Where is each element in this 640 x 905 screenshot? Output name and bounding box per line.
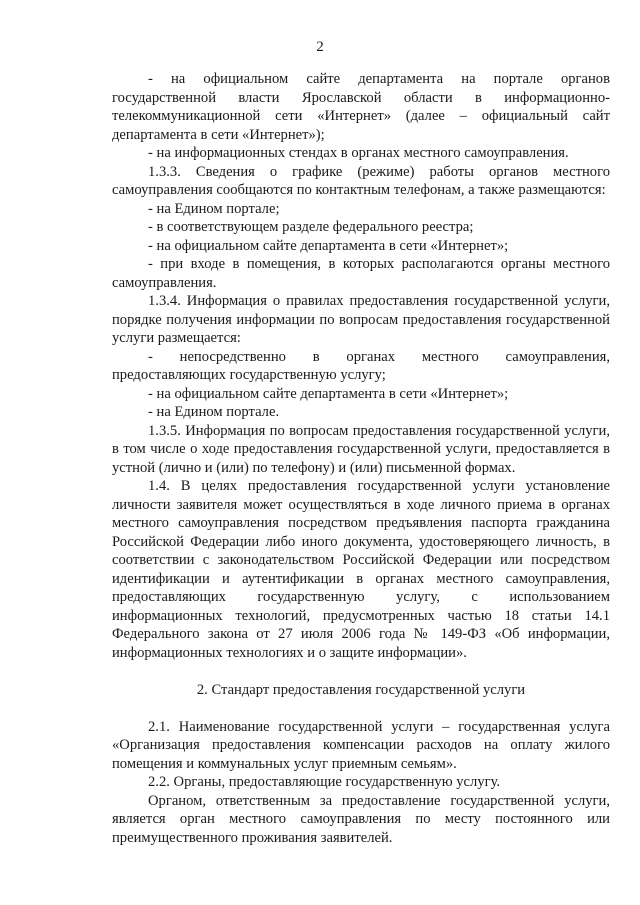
paragraph-federal-registry: - в соответствующем разделе федерального реестра; [148, 219, 474, 235]
paragraph-2-1: 2.1. Наименование государственной услуги – государственная услуга «Организация предоставления компенсации расходов на оплату жилого помещения и коммунальных услуг приемным семьям». [112, 718, 610, 772]
paragraph-premises-entrance: - при входе в помещения, в которых располагаются органы местного самоуправления. [112, 256, 610, 291]
paragraph-2-2: 2.2. Органы, предоставляющие государственную услугу. [148, 774, 501, 790]
paragraph-directly-in-bodies: - непосредственно в органах местного самоуправления, предоставляющих государственную услугу; [112, 348, 610, 383]
paragraph-1-3-5: 1.3.5. Информация по вопросам предоставления государственной услуги, в том числе о ходе предоставления государственной услуги, предоставляется в устной (лично и (или) по телефону) и (или) письменной формах. [112, 422, 610, 476]
paragraph-1-3-4: 1.3.4. Информация о правилах предоставления государственной услуги, порядке получения информации по вопросам предоставления государственной услуги размещается: [112, 293, 610, 346]
paragraph-department-site-2: - на официальном сайте департамента в сети «Интернет»; [148, 385, 509, 402]
paragraph-official-site-portal: - на официальном сайте департамента на портале органов государственной власти Ярославской области в информационно-телекоммуникационной сети «Интернет» (далее – официальный сайт департамента в сети «Интернет»); [112, 71, 610, 143]
paragraph-department-site: - на официальном сайте департамента в сети «Интернет»; [148, 237, 509, 254]
paragraph-1-4: 1.4. В целях предоставления государственной услуги установление личности заявителя может осуществляться в ходе личного приема в органах местного самоуправления посредством предъявления паспорта гражданина Российской Федерации либо иного документа, удостоверяющего личность, в соответствии с законодательством Российской Федерации или посредством идентификации и аутентификации в органах местного самоуправления, предоставляющих государственную услугу, с использованием информационных технологий, предусмотренных частью 18 статьи 14.1 Федерального закона от 27 июля 2006 года № 149-ФЗ «Об информации, информационных технологиях и о защите информации». [112, 478, 610, 661]
paragraph-responsible-body: Органом, ответственным за предоставление государственной услуги, является орган местного самоуправления по месту постоянного или преимущественного проживания заявителей. [112, 792, 610, 846]
paragraph-single-portal-2: - на Едином портале. [148, 404, 280, 420]
paragraph-single-portal: - на Едином портале; [148, 200, 280, 217]
document-body [112, 70, 610, 847]
section-heading: 2. Стандарт предоставления государственной услуги [196, 682, 526, 698]
page-number: 2 [316, 39, 324, 55]
paragraph-info-stands: - на информационных стендах в органах местного самоуправления. [148, 145, 569, 161]
paragraph-1-3-3: 1.3.3. Сведения о графике (режиме) работы органов местного самоуправления сообщаются по контактным телефонам, а также размещаются: [112, 163, 610, 198]
